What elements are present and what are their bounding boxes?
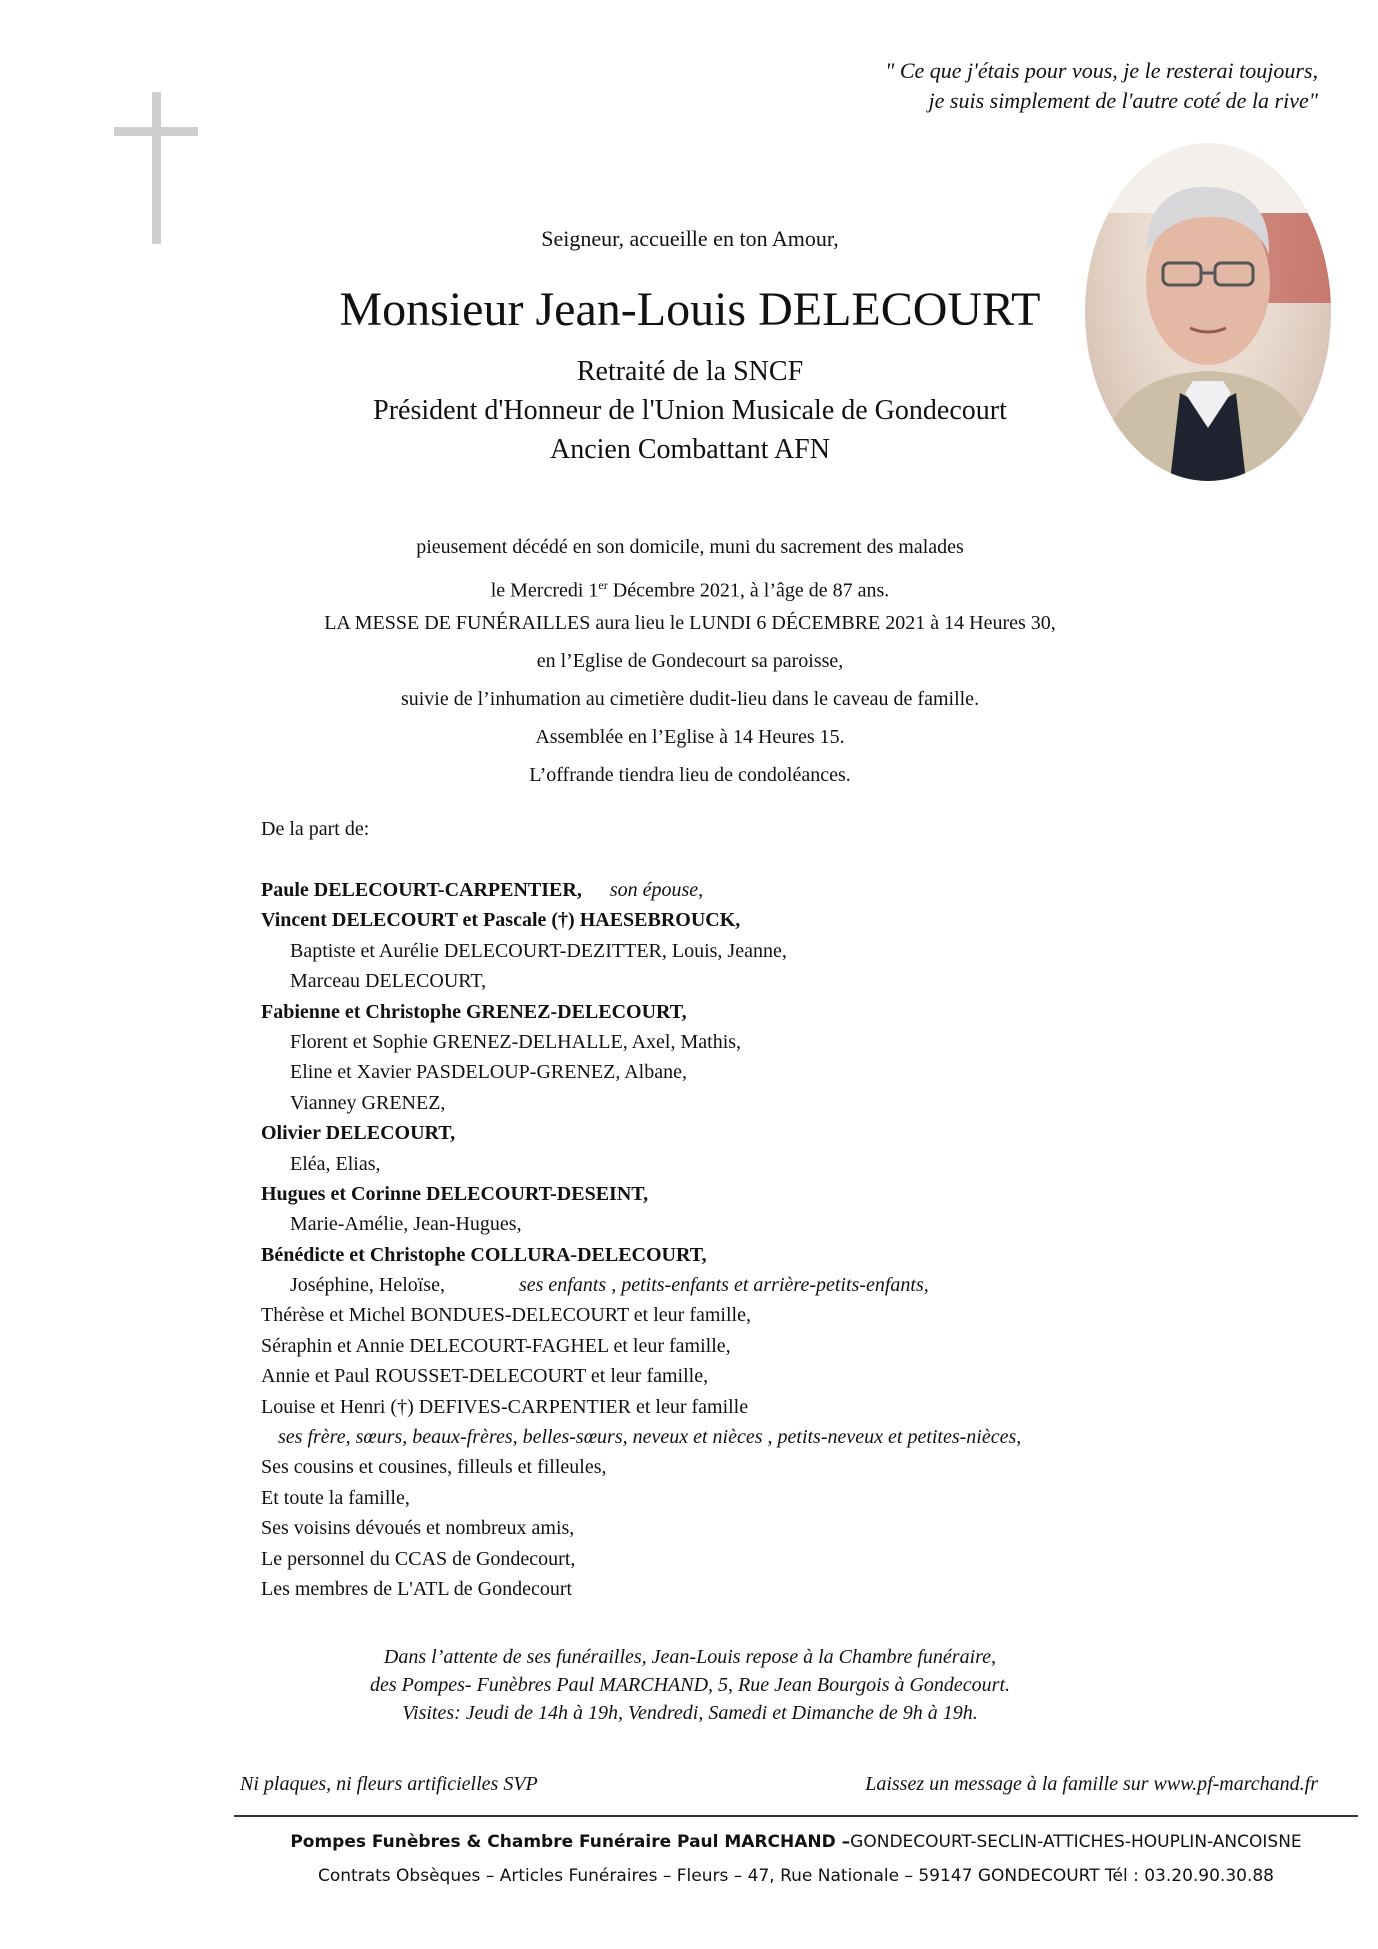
family-row: Thérèse et Michel BONDUES-DELECOURT et leur famille,	[261, 1304, 751, 1327]
announcement-line: LA MESSE DE FUNÉRAILLES aura lieu le LUNDI 6 DÉCEMBRE 2021 à 14 Heures 30,	[324, 612, 1056, 634]
family-row: Bénédicte et Christophe COLLURA-DELECOURT,	[261, 1243, 707, 1266]
relation-note: ses frère, sœurs, beaux-frères, belles-sœurs, neveux et nièces , petits-neveux et petites-nièces,	[278, 1426, 1022, 1449]
cross-horizontal-bar	[114, 127, 198, 136]
invocation: Seigneur, accueille en ton Amour,	[541, 226, 839, 251]
company-line-2: Contrats Obsèques – Articles Funéraires – Fleurs – 47, Rue Nationale – 59147 GONDECOURT Tél : 03.20.90.30.88	[318, 1866, 1274, 1886]
family-row: Eline et Xavier PASDELOUP-GRENEZ, Albane,	[290, 1061, 687, 1084]
announcement-line: Assemblée en l’Eglise à 14 Heures 15.	[535, 726, 845, 748]
family-row: Fabienne et Christophe GRENEZ-DELECOURT,	[261, 1000, 687, 1023]
family-row: Le personnel du CCAS de Gondecourt,	[261, 1547, 576, 1570]
title-line: Retraité de la SNCF	[576, 356, 804, 387]
family-row: Olivier DELECOURT,	[261, 1122, 456, 1145]
family-row: Hugues et Corinne DELECOURT-DESEINT,	[261, 1182, 649, 1205]
footer-divider	[234, 1815, 1358, 1817]
family-row: Marceau DELECOURT,	[290, 970, 487, 993]
date-ordinal: er	[598, 578, 608, 592]
cross-vertical-bar	[152, 92, 161, 244]
announcement-line: en l’Eglise de Gondecourt sa paroisse,	[536, 650, 844, 672]
family-row: Vianney GRENEZ,	[290, 1091, 446, 1114]
family-row: Marie-Amélie, Jean-Hugues,	[290, 1213, 522, 1236]
family-row: Ses cousins et cousines, filleuls et filleules,	[261, 1456, 607, 1479]
family-row	[261, 1270, 1021, 1300]
death-announcement	[240, 528, 1140, 794]
quote-line-2: je suis simplement de l'autre coté de la rive"	[928, 88, 1318, 113]
epigraph-quote	[618, 56, 1318, 116]
company-line-1	[234, 1832, 1358, 1852]
family-row: Séraphin et Annie DELECOURT-FAGHEL et leur famille,	[261, 1334, 731, 1357]
message-link[interactable]: Laissez un message à la famille sur www.pf-marchand.fr	[865, 1773, 1318, 1795]
company-name: Pompes Funèbres & Chambre Funéraire Paul MARCHAND –	[290, 1832, 851, 1852]
family-row: Ses voisins dévoués et nombreux amis,	[261, 1517, 575, 1540]
family-member-bold: Paule DELECOURT-CARPENTIER,	[261, 879, 582, 901]
note-line: Dans l’attente de ses funérailles, Jean-Louis repose à la Chambre funéraire,	[383, 1646, 997, 1668]
company-locations: GONDECOURT-SECLIN-ATTICHES-HOUPLIN-ANCOISNE	[850, 1832, 1302, 1852]
family-row: Louise et Henri (†) DEFIVES-CARPENTIER et leur famille	[261, 1395, 749, 1418]
announcement-line: pieusement décédé en son domicile, muni du sacrement des malades	[416, 536, 964, 558]
de-la-part-label: De la part de:	[261, 818, 370, 840]
family-row: Baptiste et Aurélie DELECOURT-DEZITTER, Louis, Jeanne,	[290, 939, 787, 962]
no-flowers-note: Ni plaques, ni fleurs artificielles SVP	[240, 1773, 538, 1795]
quote-line-1: " Ce que j'étais pour vous, je le resterai toujours,	[885, 58, 1318, 83]
title-line: Ancien Combattant AFN	[550, 434, 830, 465]
note-line: Visites: Jeudi de 14h à 19h, Vendredi, Samedi et Dimanche de 9h à 19h.	[402, 1702, 978, 1724]
family-row	[261, 875, 1021, 905]
deceased-name: Monsieur Jean-Louis DELECOURT	[339, 283, 1041, 336]
relation-note: son épouse,	[609, 879, 704, 901]
title-line: Président d'Honneur de l'Union Musicale de Gondecourt	[373, 395, 1007, 426]
family-row: Les membres de L'ATL de Gondecourt	[261, 1577, 573, 1600]
family-row: Vincent DELECOURT et Pascale (†) HAESEBROUCK,	[261, 909, 741, 932]
announcement-line: suivie de l’inhumation au cimetière dudit-lieu dans le caveau de famille.	[400, 688, 980, 710]
family-list	[261, 875, 1021, 1604]
visitation-note	[240, 1643, 1140, 1727]
family-member: Joséphine, Heloïse,	[290, 1274, 445, 1297]
note-line: des Pompes- Funèbres Paul MARCHAND, 5, Rue Jean Bourgois à Gondecourt.	[369, 1674, 1011, 1696]
relation-note: ses enfants , petits-enfants et arrière-petits-enfants,	[518, 1274, 929, 1297]
date-suffix: Décembre 2021, à l’âge de 87 ans.	[607, 579, 890, 602]
announcement-line: L’offrande tiendra lieu de condoléances.	[529, 764, 851, 786]
family-row: Annie et Paul ROUSSET-DELECOURT et leur famille,	[261, 1365, 709, 1388]
family-row: Florent et Sophie GRENEZ-DELHALLE, Axel, Mathis,	[290, 1030, 742, 1053]
deceased-titles	[240, 352, 1140, 469]
family-row	[261, 1422, 1021, 1452]
family-row: Eléa, Elias,	[290, 1152, 381, 1175]
family-row: Et toute la famille,	[261, 1486, 410, 1509]
announcement-date-line	[240, 566, 1140, 604]
date-prefix: le Mercredi 1	[490, 579, 599, 602]
